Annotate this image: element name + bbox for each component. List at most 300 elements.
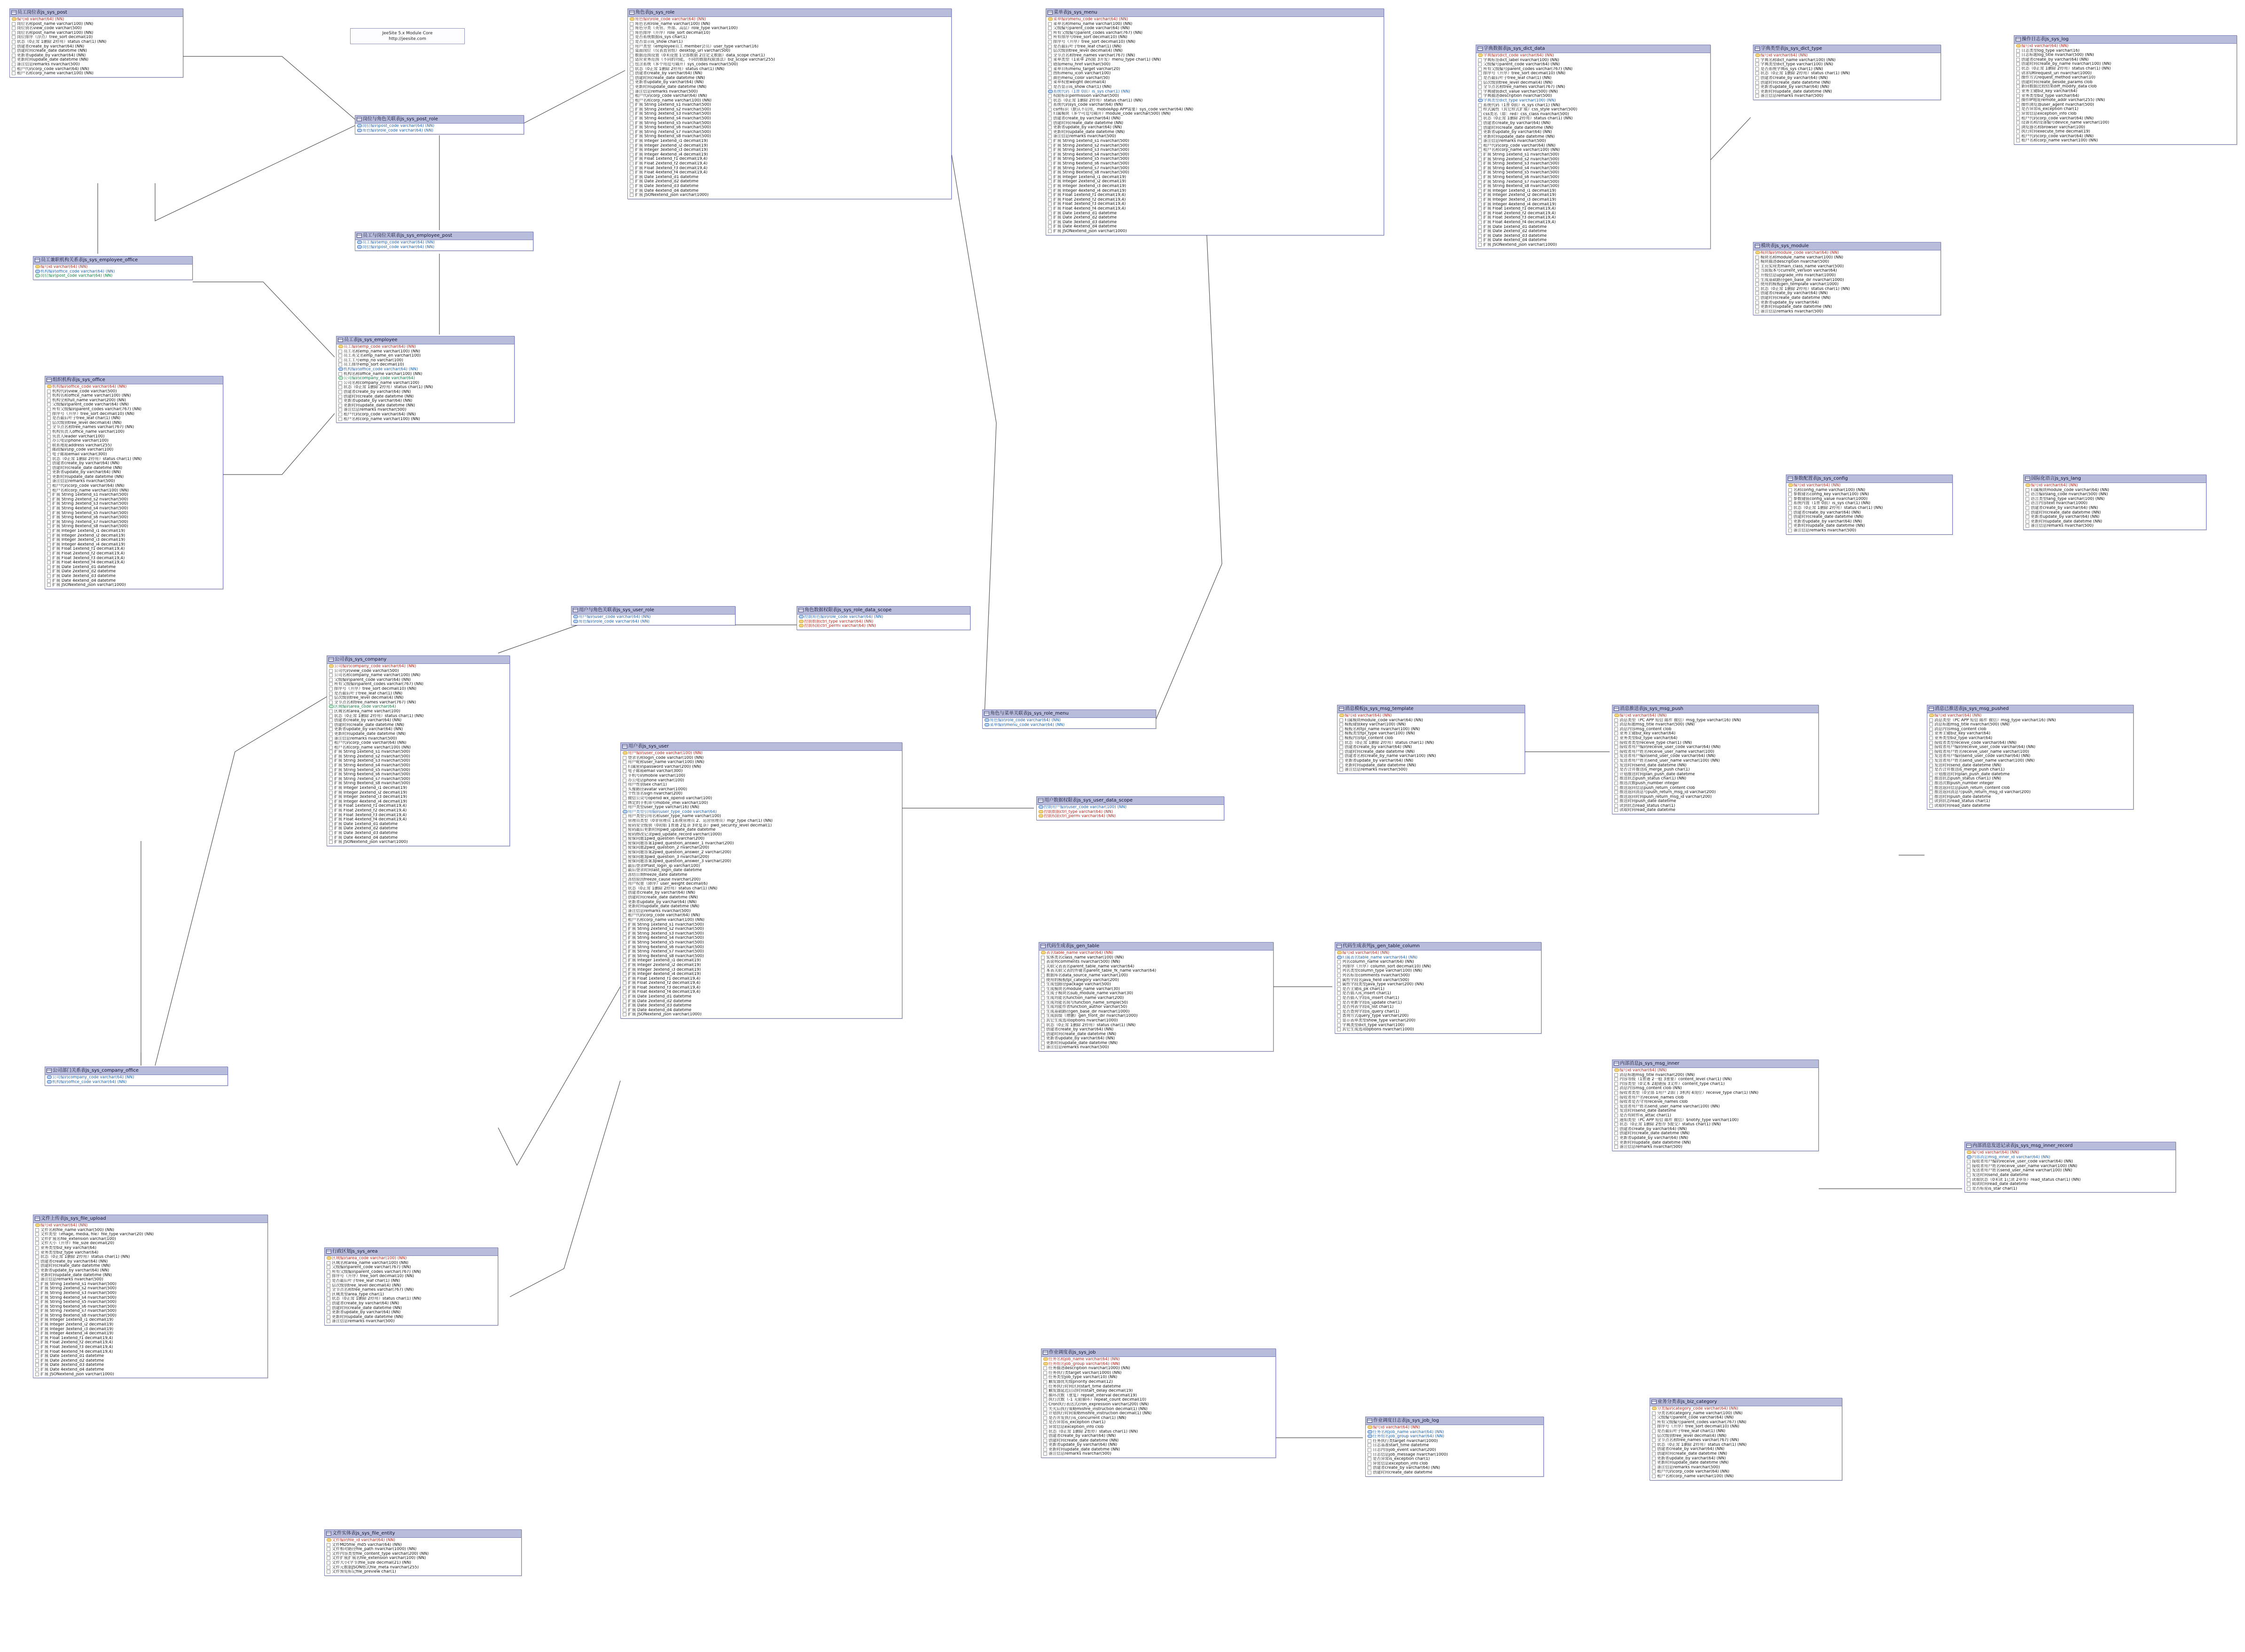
column-label: 角色编码role_code varchar(64) (NN) — [990, 718, 1061, 723]
column-icon — [623, 878, 627, 882]
column-icon — [630, 144, 634, 148]
column-icon — [1043, 1380, 1048, 1384]
column-icon — [623, 882, 627, 886]
column-icon — [1614, 1091, 1619, 1095]
column-row — [2015, 49, 2236, 54]
column-row — [984, 723, 1155, 728]
column-row — [1477, 117, 1709, 121]
column-label: 扩展 Float 3extend_f3 decimal(19,4) — [52, 556, 125, 561]
column-list — [571, 615, 735, 625]
column-label: 公司名称company_name varchar(100) — [344, 381, 420, 385]
foreign-key-icon — [985, 724, 989, 727]
column-icon — [2016, 139, 2020, 143]
column-icon — [1048, 81, 1052, 85]
column-label: 用户类型（employee员工 member会员）user_type varchar(16) — [635, 44, 759, 49]
column-row — [1040, 1032, 1272, 1037]
column-label: 扩展 String 2extend_s2 nvarchar(500) — [635, 107, 711, 112]
entity-table[interactable] — [1753, 242, 1941, 315]
column-label: 创建时间create_date datetime (NN) — [1483, 125, 1554, 130]
column-icon — [329, 724, 333, 727]
entity-table[interactable] — [45, 376, 223, 589]
column-row — [34, 1228, 266, 1233]
column-label: 扩展 String 7extend_s7 nvarchar(500) — [40, 1309, 117, 1314]
column-row — [1477, 225, 1709, 230]
column-row — [1336, 991, 1540, 996]
column-row — [1367, 1457, 1542, 1462]
column-row — [629, 175, 950, 180]
entity-table[interactable] — [1476, 45, 1711, 249]
column-row — [326, 1274, 497, 1279]
column-label: 任务类型job_type varchar(10) (NN) — [1048, 1375, 1118, 1380]
column-row — [1047, 184, 1383, 189]
column-label: 文件相对路径file_path nvarchar(1000) (NN) — [332, 1547, 417, 1552]
column-row — [629, 17, 950, 22]
column-icon — [630, 108, 634, 112]
column-list — [355, 240, 533, 250]
column-row — [1651, 1411, 1841, 1416]
column-row — [1042, 1443, 1275, 1448]
entity-table[interactable] — [33, 256, 193, 280]
table-icon — [1755, 47, 1760, 51]
column-row — [1477, 103, 1709, 108]
column-label: 全节点名称tree_names varchar(767) (NN) — [1053, 53, 1135, 58]
column-label: 生成模块名module_name varchar(30) — [1046, 987, 1120, 991]
column-icon — [1652, 1457, 1656, 1461]
foreign-key-icon — [1368, 1431, 1372, 1434]
column-row — [622, 950, 901, 954]
column-icon — [1043, 1430, 1048, 1434]
column-label: 创建者create_by varchar(64) (NN) — [334, 718, 402, 723]
column-icon — [35, 1305, 39, 1309]
column-icon — [2016, 85, 2020, 89]
column-row — [629, 85, 950, 90]
column-icon — [12, 68, 16, 71]
entity-table[interactable] — [1036, 796, 1224, 820]
column-row — [1613, 1073, 1817, 1078]
column-label: 扩展 Date 3extend_d3 datetime — [1483, 234, 1547, 238]
column-label: 控制权限ctrl_permi varchar(64) (NN) — [804, 624, 876, 629]
column-label: 扩展 Integer 4extend_i4 decimal(19) — [1053, 188, 1126, 193]
column-icon — [1048, 194, 1052, 197]
column-label: 业务类型biz_type varchar(64) — [2021, 94, 2080, 98]
column-row — [1787, 515, 1951, 520]
table-title-text: 行政区划js_sys_area — [332, 1249, 378, 1254]
column-label: 更新者update_by varchar(64) (NN) — [1053, 125, 1122, 130]
column-row — [46, 565, 222, 570]
column-icon — [1048, 153, 1052, 157]
column-row — [1040, 1010, 1272, 1014]
column-icon — [1041, 956, 1045, 960]
column-row — [1651, 1429, 1841, 1434]
column-label: 消息类型（PC APP 短信 邮件 微信）msg_type varchar(16) (NN) — [1934, 718, 2056, 723]
column-label: 更新时间update_date datetime (NN) — [1046, 1041, 1118, 1045]
column-label: 扩展 JSONextend_json varchar(1000) — [628, 1013, 702, 1017]
entity-table[interactable] — [1337, 705, 1525, 774]
column-row — [1651, 1457, 1841, 1461]
column-icon — [1478, 81, 1482, 85]
column-label: 员工排序emp_sort decimal(10) — [344, 363, 404, 367]
column-icon — [1048, 203, 1052, 206]
entity-table[interactable] — [1039, 942, 1274, 1052]
column-row — [1787, 506, 1951, 511]
column-row — [337, 417, 513, 422]
column-icon — [1614, 1114, 1619, 1118]
primary-key-icon — [1048, 18, 1052, 22]
column-label: 分类名称category_name varchar(100) (NN) — [1657, 1411, 1743, 1416]
foreign-key-icon — [1478, 99, 1482, 103]
column-row — [34, 1251, 266, 1255]
column-row — [46, 403, 222, 407]
column-label: 业务主键biz_key varchar(64) — [2021, 89, 2078, 94]
column-row — [1928, 745, 2132, 750]
relationship-line — [1711, 117, 1751, 160]
column-label: 状态（0正常 1删除 2停用）status char(1) (NN) — [52, 457, 142, 461]
column-icon — [1041, 1014, 1045, 1018]
column-label: 所有父级编码parent_codes varchar(767) (NN) — [332, 1270, 422, 1274]
column-row — [1613, 1100, 1817, 1105]
entity-table[interactable] — [1753, 45, 1941, 100]
column-row — [1367, 1426, 1542, 1430]
column-label: 扩展 Float 3extend_f3 decimal(19,4) — [635, 166, 708, 171]
entity-table[interactable] — [1650, 1398, 1842, 1481]
column-row — [1338, 714, 1524, 718]
column-label: 备注信息remarks nvarchar(500) — [17, 62, 80, 67]
column-icon — [12, 27, 16, 31]
column-label: 扩展 Integer 3extend_i3 decimal(19) — [1053, 184, 1126, 188]
column-label: 密保问题1pwd_question nvarchar(200) — [628, 837, 705, 842]
primary-key-icon — [1337, 951, 1341, 955]
column-row — [1047, 26, 1383, 31]
column-icon — [623, 783, 627, 787]
column-icon — [630, 68, 634, 71]
entity-table[interactable] — [571, 606, 735, 625]
column-label: 接收者是否守用receive_names clob — [1619, 1100, 1688, 1105]
column-label: 状态（0正常 1删除 2停用）status char(1) (NN) — [2021, 66, 2111, 71]
column-icon — [623, 788, 627, 792]
column-row — [1038, 805, 1223, 810]
column-label: 扩展 Date 2extend_d2 datetime — [52, 569, 116, 574]
column-row — [46, 439, 222, 444]
column-row — [328, 678, 508, 683]
column-row — [622, 941, 901, 945]
column-row — [1336, 969, 1540, 974]
column-label: 更新者update_by varchar(64) (NN) — [344, 399, 413, 404]
column-row — [1038, 814, 1223, 819]
table-icon — [1966, 1144, 1971, 1148]
column-icon — [47, 403, 51, 407]
column-icon — [1478, 59, 1482, 62]
column-row — [1047, 130, 1383, 135]
column-row — [337, 413, 513, 417]
column-icon — [1652, 1430, 1656, 1434]
column-icon — [338, 373, 343, 376]
entity-table[interactable] — [620, 742, 902, 1019]
column-row — [1042, 1357, 1275, 1362]
column-icon — [1337, 1001, 1341, 1005]
column-row — [46, 444, 222, 448]
column-label: 机构名称office_name varchar(100) (NN) — [52, 394, 131, 398]
column-label: 浏览器名称browser varchar(100) — [2021, 125, 2085, 130]
column-row — [1613, 1131, 1817, 1136]
column-label: 推送返回时间push_return_msg_id varchar(200) — [1619, 795, 1712, 799]
column-icon — [1614, 809, 1619, 812]
column-row — [1928, 786, 2132, 791]
column-row — [1047, 117, 1383, 121]
column-row — [1338, 736, 1524, 741]
column-icon — [1048, 63, 1052, 67]
table-title-text: 代码生成表js_gen_table — [1047, 943, 1100, 949]
column-row — [1336, 1010, 1540, 1014]
column-icon — [1368, 1444, 1372, 1448]
entity-table[interactable] — [797, 606, 970, 630]
column-label: 创建时间create_date datetime — [1373, 1470, 1432, 1475]
column-icon — [1614, 759, 1619, 763]
column-icon — [623, 995, 627, 999]
column-icon — [1048, 185, 1052, 188]
column-icon — [12, 31, 16, 35]
column-row — [1047, 99, 1383, 103]
entity-table-title — [1039, 943, 1273, 951]
entity-table[interactable] — [627, 8, 952, 199]
column-row — [1047, 90, 1383, 94]
column-row — [1966, 1182, 2175, 1187]
column-row — [1928, 741, 2132, 746]
column-label: 状态（0正常 1删除 2暂存 5提交）status char(1) (NN) — [1619, 1122, 1721, 1127]
column-icon — [2016, 49, 2020, 53]
column-row — [1754, 301, 1940, 305]
column-label: 系统代码（1普 0前）is_sys char(1) (NN) — [1053, 89, 1130, 94]
entity-table[interactable] — [355, 115, 524, 134]
foreign-key-icon — [799, 616, 803, 619]
column-label: 发送时间send_date datetime (NN) — [1619, 763, 1687, 768]
entity-table-title — [1965, 1142, 2175, 1150]
column-row — [1477, 162, 1709, 166]
entity-table-title — [33, 1215, 267, 1223]
column-row — [328, 831, 508, 836]
entity-table[interactable] — [45, 1067, 228, 1086]
entity-table[interactable] — [336, 336, 515, 423]
entity-table[interactable] — [1612, 1060, 1819, 1151]
column-icon — [1652, 1439, 1656, 1442]
column-row — [1613, 808, 1817, 813]
column-label: 文件元数据JSON格式file_meta nvarchar(255) — [332, 1565, 419, 1570]
column-label: 归属密码password varchar(200) (NN) — [628, 764, 701, 769]
column-icon — [47, 530, 51, 533]
column-icon — [35, 1278, 39, 1282]
column-label: 本表关联父表的外键名parent_table_fk_name varchar(64) — [1046, 969, 1157, 974]
column-icon — [1478, 239, 1482, 242]
entity-table-title — [1335, 943, 1541, 951]
column-icon — [329, 696, 333, 700]
entity-table[interactable] — [2014, 35, 2237, 145]
column-row — [622, 787, 901, 792]
column-icon — [2016, 135, 2020, 139]
entity-table[interactable] — [982, 709, 1156, 729]
column-icon — [1041, 1042, 1045, 1045]
entity-table[interactable] — [1335, 942, 1541, 1034]
column-icon — [47, 534, 51, 538]
column-icon — [630, 40, 634, 44]
column-row — [622, 873, 901, 878]
entity-table-title — [327, 656, 509, 664]
column-row — [326, 1265, 497, 1270]
column-label: 任务执行类target varchar(1000) (NN) — [1048, 1371, 1122, 1375]
column-icon — [1478, 234, 1482, 238]
column-icon — [47, 507, 51, 511]
column-icon — [2016, 62, 2020, 66]
column-row — [1338, 768, 1524, 772]
entity-table[interactable] — [355, 232, 533, 251]
entity-table[interactable] — [324, 1529, 522, 1576]
column-icon — [35, 1251, 39, 1255]
table-icon — [798, 608, 804, 612]
column-icon — [1043, 1448, 1048, 1452]
column-row — [629, 139, 950, 144]
table-title-text: 内部消息发送记录表js_sys_msg_inner_record — [1972, 1143, 2073, 1148]
entity-table[interactable] — [1786, 475, 1953, 535]
column-label: 创建者create_by varchar(64) (NN) — [332, 1301, 399, 1306]
column-label: 扩展 Integer 4extend_i4 decimal(19) — [1483, 202, 1557, 207]
column-row — [2015, 130, 2236, 134]
column-label: 角色编码role_code varchar(64) (NN) — [362, 128, 434, 133]
column-icon — [47, 584, 51, 587]
column-label: 日志信息job_message nvarchar(1000) — [1373, 1452, 1448, 1457]
entity-table[interactable] — [327, 655, 510, 846]
column-row — [326, 1297, 497, 1301]
column-label: 扩展 String 1extend_s1 nvarchar(500) — [628, 922, 704, 927]
column-label: 创建时间create_date datetime (NN) — [1046, 1032, 1117, 1036]
column-row — [629, 134, 950, 139]
column-icon — [1614, 737, 1619, 740]
entity-table[interactable] — [1046, 8, 1384, 235]
entity-table[interactable] — [1964, 1142, 2176, 1192]
column-icon — [1967, 1183, 1971, 1186]
column-label: 扩展 Float 3extend_f3 decimal(19,4) — [1053, 202, 1126, 207]
column-icon — [1043, 1398, 1048, 1402]
column-icon — [1614, 755, 1619, 758]
column-label: 岗位编码post_code varchar(64) (NN) — [40, 274, 113, 279]
column-label: 推送返回信息push_return_content clob — [1619, 786, 1695, 790]
column-label: 租户名称corp_name varchar(100) (NN) — [635, 98, 712, 103]
table-icon — [326, 1249, 331, 1254]
column-row — [1613, 764, 1817, 768]
column-label: 岗位编码post_code varchar(64) (NN) — [362, 245, 435, 249]
column-row — [46, 524, 222, 529]
column-row — [328, 818, 508, 822]
column-row — [46, 507, 222, 511]
column-icon — [1755, 260, 1760, 264]
foreign-key-icon — [357, 125, 361, 128]
column-list — [1786, 483, 1952, 534]
column-icon — [35, 1314, 39, 1318]
column-icon — [630, 45, 634, 49]
column-label: 创建者名称create_by_name varchar(100) (NN) — [1345, 754, 1436, 759]
column-row — [622, 932, 901, 936]
column-icon — [2026, 498, 2030, 501]
column-label: 计划执行时间策略misfire_instruction decimal(1) (NN) — [1048, 1411, 1152, 1416]
column-icon — [47, 462, 51, 466]
column-icon — [12, 36, 16, 39]
column-row — [1651, 1416, 1841, 1420]
column-icon — [1614, 1137, 1619, 1140]
column-label: 其它生成选项options nvarchar(1000) — [1046, 1018, 1118, 1023]
column-row — [1047, 45, 1383, 49]
column-row — [1613, 732, 1817, 736]
column-icon — [327, 1279, 331, 1283]
column-label: 创建者create_by varchar(64) (NN) — [1793, 510, 1861, 515]
table-title-text: 业务分类表js_biz_category — [1658, 1399, 1717, 1404]
column-row — [1047, 125, 1383, 130]
column-row — [1040, 982, 1272, 987]
column-label: 触发器优先级priority decimal(12) — [1048, 1379, 1113, 1384]
column-label: 区域编码area_code varchar(64) — [334, 705, 396, 709]
entity-table[interactable] — [324, 1247, 498, 1325]
column-icon — [329, 741, 333, 745]
column-icon — [1041, 1005, 1045, 1009]
column-row — [337, 404, 513, 408]
column-label: 发送者用户姓名send_user_name varchar(100) (NN) — [1972, 1169, 2073, 1173]
column-row — [46, 493, 222, 498]
column-icon — [1967, 1174, 1971, 1177]
column-row — [629, 67, 950, 72]
column-icon — [623, 891, 627, 895]
entity-table[interactable] — [1041, 1348, 1276, 1458]
column-row — [798, 615, 969, 620]
column-label: 电子邮箱email varchar(300) — [52, 452, 107, 457]
column-list — [336, 344, 514, 422]
column-row — [356, 241, 532, 245]
column-icon — [1614, 791, 1619, 795]
column-icon — [1368, 1457, 1372, 1461]
column-label: 业务类型biz_key varchar(64) — [40, 1246, 97, 1250]
entity-table[interactable] — [1927, 705, 2134, 810]
column-icon — [35, 1269, 39, 1273]
column-label: 图标menu_icon varchar(100) — [1053, 71, 1111, 76]
column-icon — [1755, 283, 1760, 287]
table-title-text: 国际化语言js_sys_lang — [2031, 476, 2081, 481]
column-icon — [329, 750, 333, 754]
entity-table[interactable] — [1365, 1417, 1544, 1477]
entity-table-title — [1338, 705, 1525, 713]
entity-table[interactable] — [9, 8, 183, 78]
column-row — [1613, 804, 1817, 809]
entity-table[interactable] — [2023, 475, 2206, 530]
column-label: 扩展 String 4extend_s4 nvarchar(500) — [52, 507, 128, 511]
column-icon — [2016, 90, 2020, 94]
column-row — [1040, 1028, 1272, 1032]
table-title-text: 内部消息js_sys_msg_inner — [1620, 1061, 1680, 1066]
column-icon — [327, 1561, 331, 1565]
column-label: 微信公众号openid wx_openid varchar(100) — [628, 796, 712, 801]
column-row — [1477, 99, 1709, 103]
column-icon — [47, 448, 51, 452]
column-row — [46, 390, 222, 394]
column-icon — [1043, 1439, 1048, 1443]
column-icon — [623, 901, 627, 904]
entity-table-title — [355, 116, 524, 124]
column-row — [1928, 777, 2132, 781]
table-icon — [629, 10, 634, 15]
entity-table[interactable] — [33, 1215, 268, 1378]
column-label: 权限标识permission varchar(500) — [1053, 94, 1119, 99]
column-label: 扩展 Date 3extend_d3 datetime — [635, 184, 699, 188]
column-label: 发送时间send_date datetime — [1972, 1173, 2029, 1177]
column-row — [1613, 727, 1817, 732]
column-label: 密码安全级别（0初始 1普通 2复杂 3更复杂）pwd_security_level decimal(1) — [628, 823, 772, 828]
column-label: 状态（0正常 1删除 2停用）status char(1) (NN) — [1483, 117, 1573, 121]
entity-table[interactable] — [1612, 705, 1819, 814]
column-icon — [329, 670, 333, 673]
